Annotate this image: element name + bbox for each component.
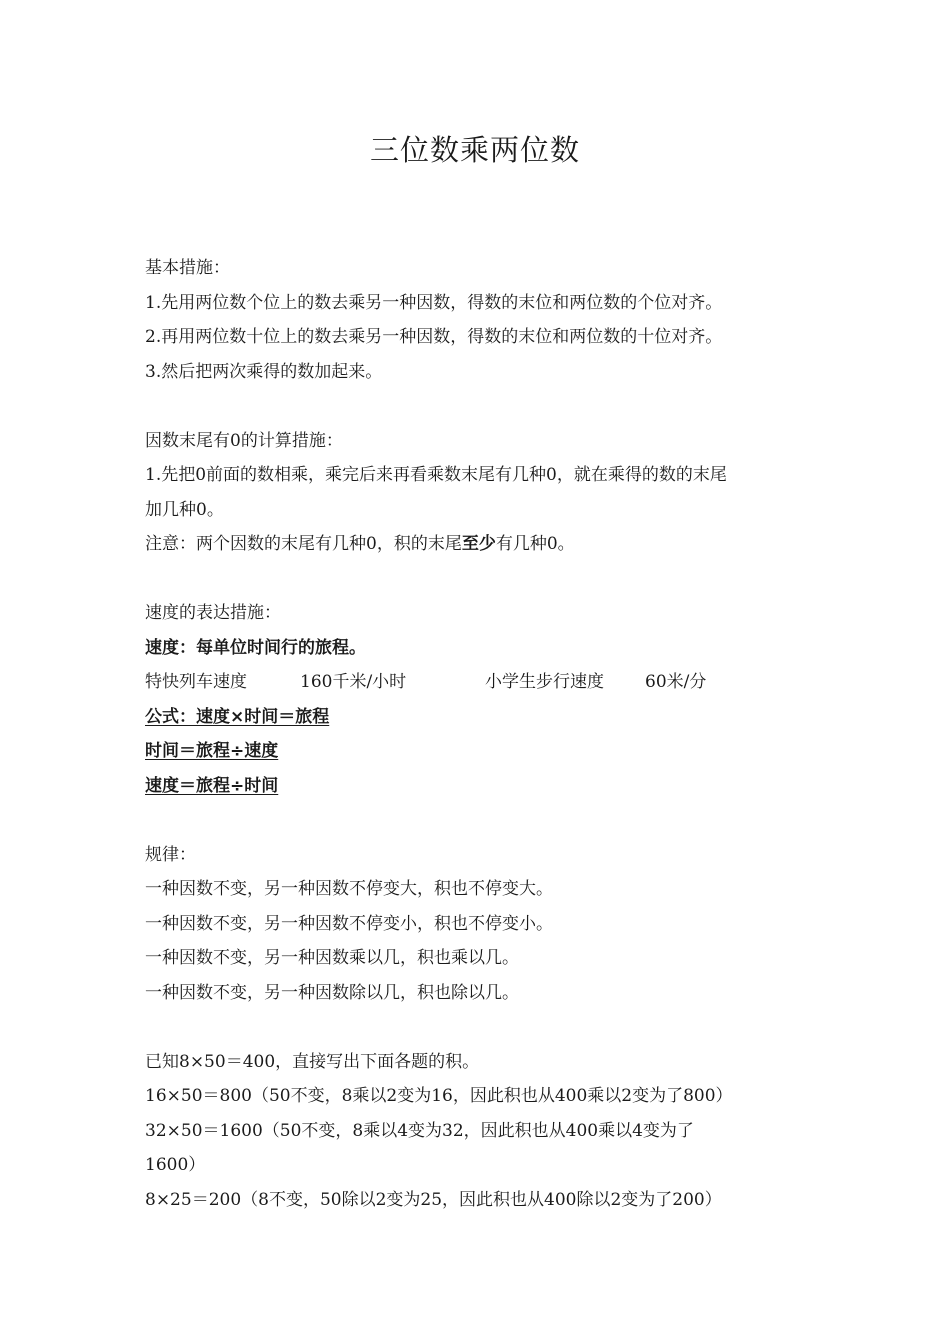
speed-example-1-label: 特快列车速度 (145, 672, 247, 692)
speed-examples (145, 665, 825, 700)
zero-note-suffix: 有几种0。 (495, 534, 575, 554)
page-title: 三位数乘两位数 (369, 133, 580, 167)
formula-row (145, 700, 825, 735)
basic-step-2: 2.再用两位数十位上的数去乘另一种因数，得数的末位和两位数的十位对齐。 (145, 327, 723, 347)
section-heading-zero: 因数末尾有0的计算措施： (145, 430, 343, 451)
formula-2: 时间＝旅程÷速度 (145, 741, 279, 761)
rule-item: 一种因数不变，另一种因数不停变大，积也不停变大。 (145, 879, 553, 899)
formula-row (145, 734, 825, 769)
exercise-line-1: 16×50＝800（50不变，8乘以2变为16，因此积也从400乘以2变为了800） (145, 1086, 733, 1106)
section-heading-speed: 速度的表达措施： (145, 603, 281, 623)
section-heading-basic: 基本措施： (145, 258, 230, 278)
speed-example-2-value: 60米/分 (645, 672, 707, 692)
spacer (145, 562, 825, 597)
formula-3: 速度＝旅程÷时间 (145, 775, 279, 796)
rule-item: 一种因数不变，另一种因数乘以几，积也乘以几。 (145, 948, 519, 968)
zero-note (145, 527, 825, 562)
exercise-line-3: 8×25＝200（8不变，50除以2变为25，因此积也从400除以2变为了200） (145, 1189, 722, 1210)
basic-step-3: 3.然后把两次乘得的数加起来。 (145, 361, 383, 382)
exercise-line-2a: 32×50＝1600（50不变，8乘以4变为32，因此积也从400乘以4变为了 (145, 1120, 694, 1141)
exercise-heading: 已知8×50＝400，直接写出下面各题的积。 (145, 1051, 480, 1072)
zero-note-emphasis: 至少 (461, 534, 496, 554)
document-body (145, 251, 825, 1217)
speed-example-2-label: 小学生步行速度 (485, 672, 604, 692)
speed-example-1-value: 160千米/小时 (300, 672, 407, 692)
zero-step-1-line-2: 加几种0。 (145, 499, 224, 520)
rule-item: 一种因数不变，另一种因数不停变小，积也不停变小。 (145, 913, 553, 934)
zero-step-1-line-1: 1.先把0前面的数相乘，乘完后来再看乘数末尾有几种0，就在乘得的数的末尾 (145, 465, 727, 485)
spacer (145, 389, 825, 424)
section-heading-rules: 规律： (145, 844, 196, 865)
exercise-line-2b: 1600） (145, 1155, 206, 1175)
spacer (145, 803, 825, 838)
basic-step-1: 1.先用两位数个位上的数去乘另一种因数，得数的末位和两位数的个位对齐。 (145, 292, 723, 313)
spacer (145, 1010, 825, 1045)
speed-definition: 速度：每单位时间行的旅程。 (145, 637, 366, 658)
zero-note-prefix: 注意：两个因数的末尾有几种0，积的末尾 (145, 534, 462, 554)
rule-item: 一种因数不变，另一种因数除以几，积也除以几。 (145, 982, 519, 1003)
formula-row (145, 769, 825, 804)
formula-1: 公式：速度×时间＝旅程 (145, 706, 330, 727)
